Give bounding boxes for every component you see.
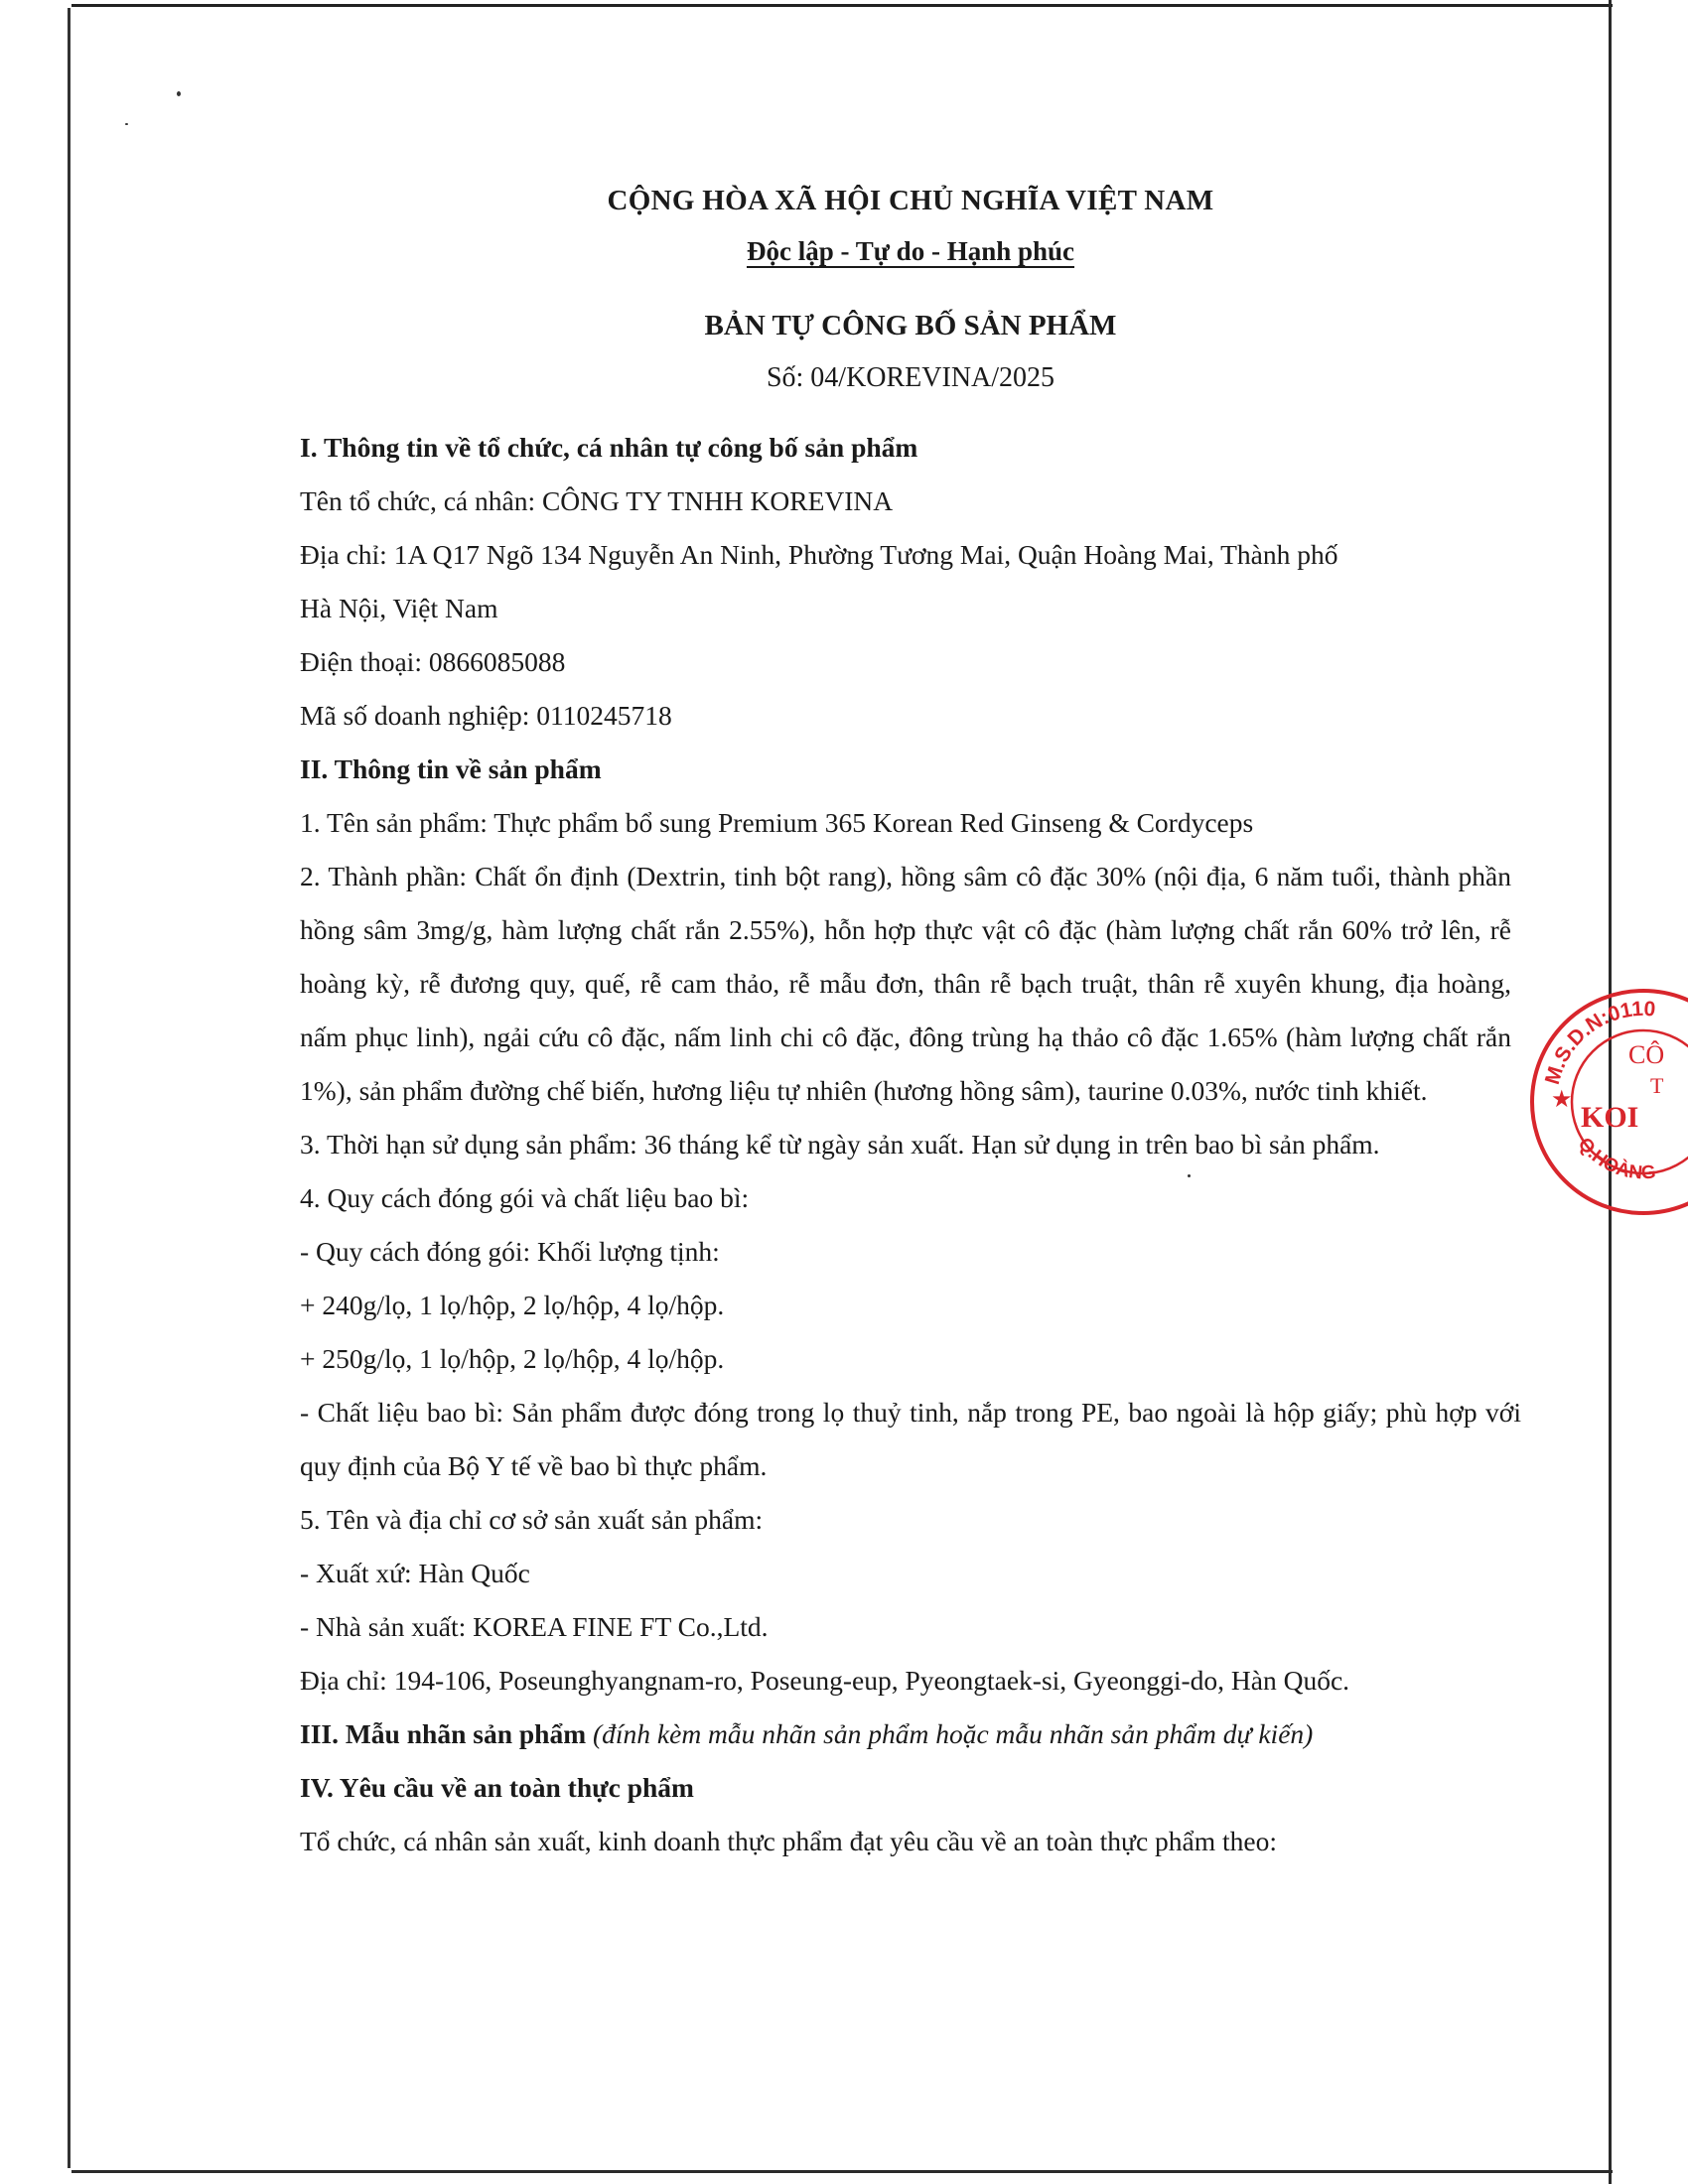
company-seal-stamp [1519,978,1688,1226]
packaging-material: - Chất liệu bao bì: Sản phẩm được đóng trong lọ thuỷ tinh, nắp trong PE, bao ngoài là hộp giấy; phù hợp với quy định của Bộ Y tế về bao bì thực phẩm. [300,1397,1521,1481]
manufacturer: - Nhà sản xuất: KOREA FINE FT Co.,Ltd. [300,1611,769,1642]
country-name: CỘNG HÒA XÃ HỘI CHỦ NGHĨA VIỆT NAM [607,185,1214,216]
seal-center-text-1: CÔ [1628,1040,1665,1069]
document-number: Số: 04/KOREVINA/2025 [766,362,1055,393]
section-2 [300,743,1521,1707]
section-3-note: (đính kèm mẫu nhãn sản phẩm hoặc mẫu nhãn sản phẩm dự kiến) [592,1718,1314,1749]
section-4 [300,1761,1521,1868]
seal-text-top: M.S.D.N:0110 [1540,997,1657,1088]
shelf-life: 3. Thời hạn sử dụng sản phẩm: 36 tháng kể từ ngày sản xuất. Hạn sử dụng in trên bao bì sản phẩm. [300,1129,1380,1160]
section-3-heading: III. Mẫu nhãn sản phẩm [300,1718,587,1749]
packaging-heading: 4. Quy cách đóng gói và chất liệu bao bì: [300,1182,750,1213]
document-title: BẢN TỰ CÔNG BỐ SẢN PHẨM [704,310,1117,341]
manufacturer-address: Địa chỉ: 194-106, Poseunghyangnam-ro, Poseung-eup, Pyeongtaek-si, Gyeonggi-do, Hàn Quốc. [300,1665,1350,1696]
section-3-line [300,1707,1521,1761]
address-line-2: Hà Nội, Việt Nam [300,593,498,623]
section-2-heading: II. Thông tin về sản phẩm [300,753,602,784]
business-code: Mã số doanh nghiệp: 0110245718 [300,700,672,731]
section-1-heading: I. Thông tin về tổ chức, cá nhân tự công bố sản phẩm [300,432,918,463]
section-1 [300,421,1521,743]
section-4-heading: IV. Yêu cầu về an toàn thực phẩm [300,1772,694,1803]
motto-text: Độc lập - Tự do - Hạnh phúc [746,236,1075,266]
pack-250g: + 250g/lọ, 1 lọ/hộp, 2 lọ/hộp, 4 lọ/hộp. [300,1343,725,1374]
document-header [300,175,1521,403]
seal-text-bottom: Q.HOÀNG [1573,1134,1657,1184]
seal-star-icon: ★ [1551,1085,1573,1113]
scan-border-top [71,4,1613,7]
org-name: Tên tổ chức, cá nhân: CÔNG TY TNHH KOREVINA [300,485,894,516]
section-4-text: Tổ chức, cá nhân sản xuất, kinh doanh thực phẩm đạt yêu cầu về an toàn thực phẩm theo: [300,1826,1277,1856]
section-3 [300,1707,1521,1761]
address-line-1: Địa chỉ: 1A Q17 Ngõ 134 Nguyễn An Ninh, Phường Tương Mai, Quận Hoàng Mai, Thành phố [300,539,1338,570]
scan-border-left [68,8,70,2168]
product-name: 1. Tên sản phẩm: Thực phẩm bổ sung Premium 365 Korean Red Ginseng & Cordyceps [300,807,1254,838]
phone: Điện thoại: 0866085088 [300,646,566,677]
seal-center-text-2: T [1650,1073,1664,1098]
origin: - Xuất xứ: Hàn Quốc [300,1558,530,1588]
document-page [300,175,1521,1868]
pack-240g: + 240g/lọ, 1 lọ/hộp, 2 lọ/hộp, 4 lọ/hộp. [300,1290,725,1320]
seal-center-text-3: KOI [1581,1101,1639,1134]
scan-speck [177,91,181,96]
packing-spec: - Quy cách đóng gói: Khối lượng tịnh: [300,1236,720,1267]
ingredients: 2. Thành phần: Chất ổn định (Dextrin, tinh bột rang), hồng sâm cô đặc 30% (nội địa, 6 năm tuổi, thành phần hồng sâm 3mg/g, hàm lượng chất rắn 2.55%), hỗn hợp thực vật cô đặc (hàm lượng chất rắn 60% trở lên, rễ hoàng kỳ, rễ đương quy, quế, rễ cam thảo, rễ mẫu đơn, thân rễ bạch truật, thân rễ xuyên khung, địa hoàng, nấm phục linh), ngải cứu cô đặc, nấm linh chi cô đặc, đông trùng hạ thảo cô đặc 1.65% (hàm lượng chất rắn 1%), sản phẩm đường chế biến, hương liệu tự nhiên (hương hồng sâm), taurine 0.03%, nước tinh khiết. [300,861,1511,1106]
national-motto [300,226,1521,276]
manufacturer-heading: 5. Tên và địa chỉ cơ sở sản xuất sản phẩm: [300,1504,764,1535]
scan-border-bottom [71,2170,1613,2173]
scan-speck [125,123,128,125]
